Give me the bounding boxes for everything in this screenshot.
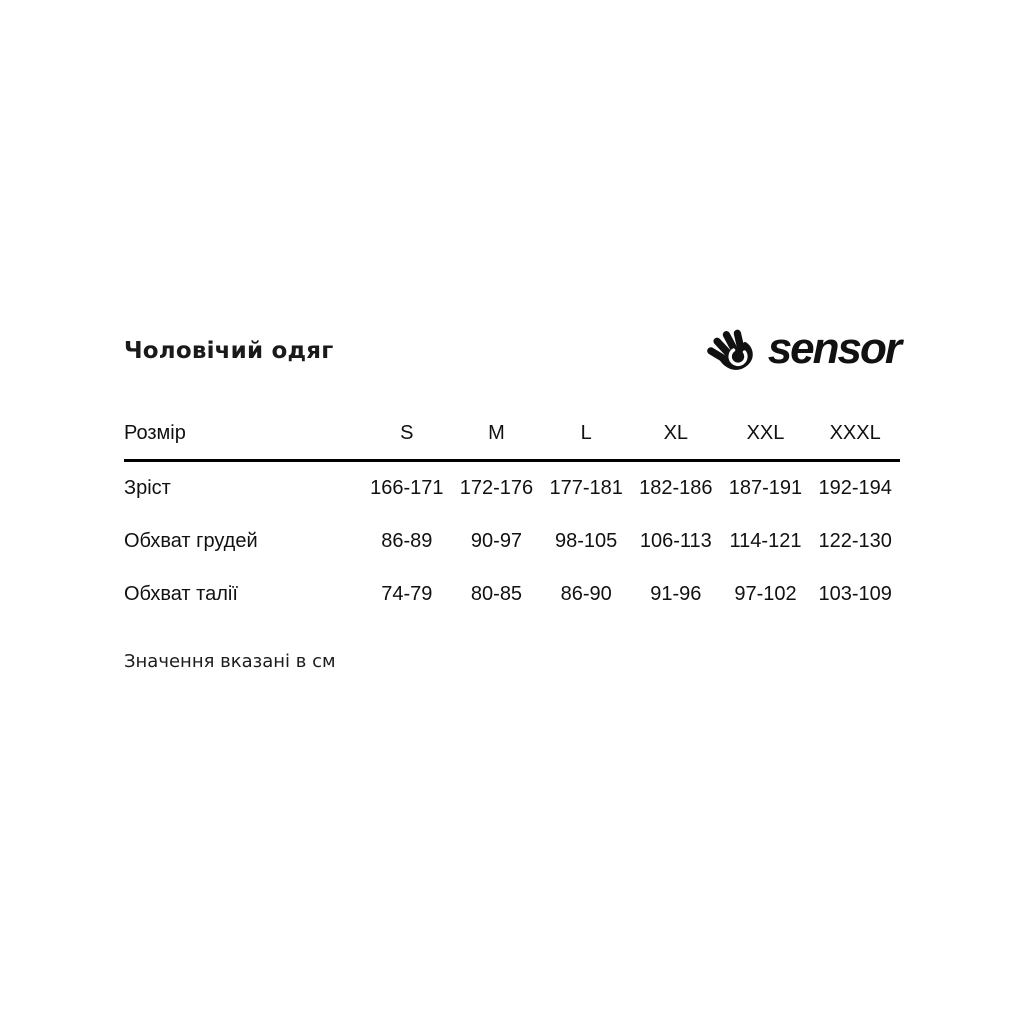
row-label-chest: Обхват грудей bbox=[124, 530, 258, 552]
section-header bbox=[124, 324, 900, 374]
table-cell: 187-191 bbox=[728, 477, 803, 499]
table-cell: 182-186 bbox=[639, 477, 713, 499]
table-cell: 97-102 bbox=[734, 583, 797, 605]
table-row-waist bbox=[124, 568, 900, 621]
column-header-m: M bbox=[488, 422, 505, 444]
row-label-waist: Обхват талії bbox=[124, 583, 238, 605]
table-cell: 80-85 bbox=[470, 583, 523, 605]
table-header-row bbox=[124, 422, 900, 462]
table-cell: 86-90 bbox=[560, 583, 612, 605]
table-cell: 192-194 bbox=[818, 477, 892, 499]
brand-wordmark: sensor bbox=[767, 324, 900, 373]
column-header-xxxl: XXXL bbox=[829, 422, 881, 444]
column-header-xxl: XXL bbox=[746, 422, 785, 444]
table-row-chest bbox=[124, 515, 900, 568]
table-row-height bbox=[124, 462, 900, 515]
table-cell: 91-96 bbox=[650, 583, 702, 605]
table-cell: 98-105 bbox=[555, 530, 618, 552]
table-cell: 86-89 bbox=[381, 530, 433, 552]
table-cell: 103-109 bbox=[818, 583, 892, 605]
table-cell: 122-130 bbox=[818, 530, 892, 552]
column-header-l: L bbox=[580, 422, 592, 444]
table-cell: 177-181 bbox=[549, 477, 623, 499]
column-header-s: S bbox=[400, 422, 414, 444]
column-header-xl: XL bbox=[663, 422, 689, 444]
column-header-size: Розмір bbox=[124, 422, 186, 444]
table-cell: 90-97 bbox=[470, 530, 523, 552]
size-chart-section bbox=[124, 324, 900, 672]
units-note: Значення вказані в см bbox=[124, 651, 336, 672]
table-cell: 74-79 bbox=[381, 583, 433, 605]
size-table bbox=[124, 422, 900, 621]
hand-glove-icon bbox=[710, 328, 758, 374]
table-cell: 106-113 bbox=[639, 530, 712, 552]
page-title: Чоловічий одяг bbox=[124, 338, 334, 364]
table-cell: 166-171 bbox=[370, 477, 444, 499]
table-cell: 172-176 bbox=[459, 477, 534, 499]
brand-logo bbox=[710, 324, 900, 374]
row-label-height: Зріст bbox=[124, 477, 171, 499]
table-cell: 114-121 bbox=[729, 530, 802, 552]
